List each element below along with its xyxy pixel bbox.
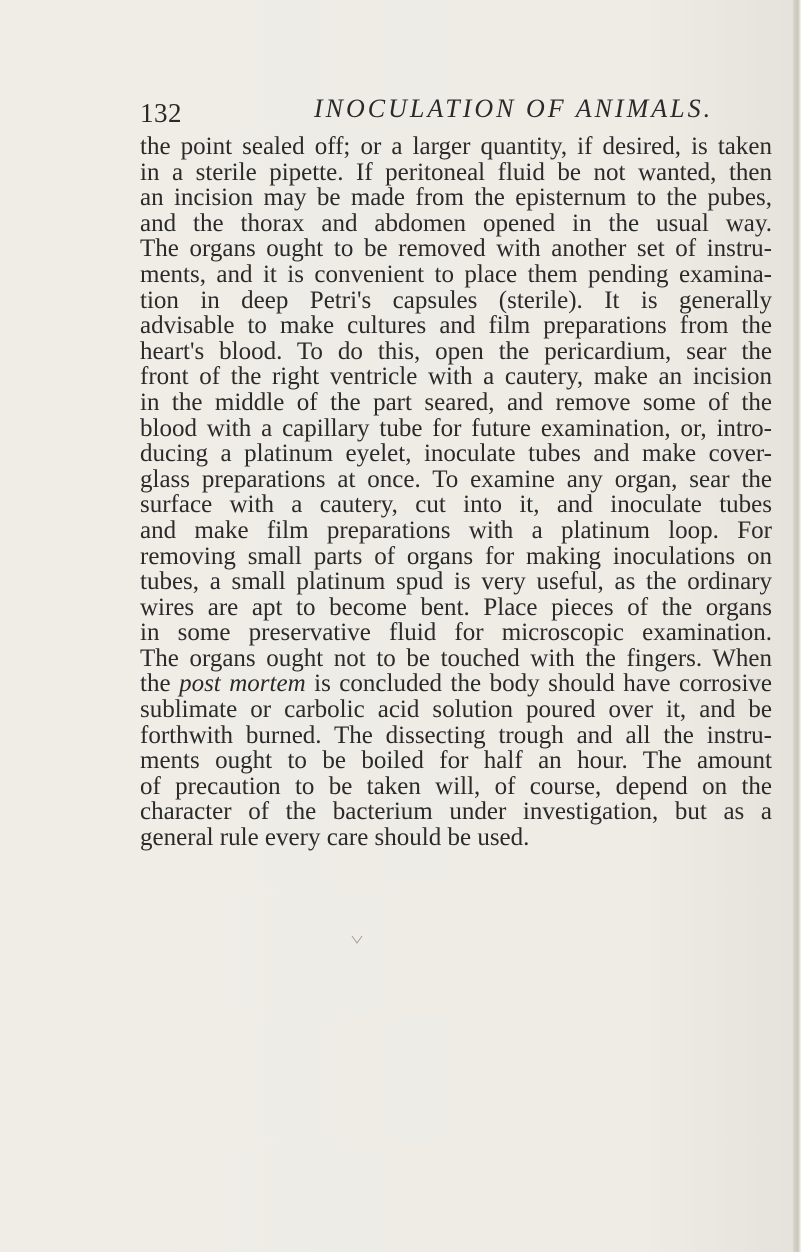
body-paragraph (140, 134, 772, 851)
text-line: an incision may be made from the episternum to the pubes, (140, 184, 772, 212)
running-title: INOCULATION OF ANIMALS. (314, 94, 714, 123)
text-line: ducing a platinum eyelet, inoculate tubes and make cover- (140, 440, 772, 468)
text-line: in a sterile pipette. If peritoneal fluid be not wanted, then (140, 158, 772, 186)
text-fragment: is concluded the body should have corrosive (305, 670, 772, 698)
text-line: in the middle of the part seared, and remove some of the (140, 388, 772, 416)
text-line: glass preparations at once. To examine any organ, sear the (140, 465, 772, 493)
text-line: character of the bacterium under investigation, but as a (140, 798, 772, 826)
text-line: ments ought to be boiled for half an hour. The amount (140, 747, 772, 775)
text-line: heart's blood. To do this, open the pericardium, sear the (140, 337, 772, 365)
text-line: tubes, a small platinum spud is very useful, as the ordinary (140, 568, 772, 596)
text-line: forthwith burned. The dissecting trough and all the instru- (140, 721, 772, 749)
text-line-italic-mixed (140, 671, 772, 697)
text-line: advisable to make cultures and film preparations from the (140, 312, 772, 340)
stray-ink-mark (351, 935, 363, 945)
page-number: 132 (140, 98, 182, 128)
text-line: of precaution to be taken will, of course, depend on the (140, 772, 772, 800)
text-line: tion in deep Petri's capsules (sterile). It is generally (140, 286, 772, 314)
text-line: blood with a capillary tube for future examination, or, intro- (140, 414, 772, 442)
text-line: in some preservative fluid for microscopic examination. (140, 619, 772, 647)
text-line: The organs ought not to be touched with the fingers. When (140, 644, 772, 672)
text-line: wires are apt to become bent. Place pieces of the organs (140, 593, 772, 621)
italic-phrase: post mortem (179, 670, 306, 698)
text-line: front of the right ventricle with a cautery, make an incision (140, 363, 772, 391)
text-line: removing small parts of organs for making inoculations on (140, 542, 772, 570)
text-fragment: the (140, 670, 180, 698)
text-line: surface with a cautery, cut into it, and inoculate tubes (140, 491, 772, 519)
text-line: The organs ought to be removed with another set of instru- (140, 235, 772, 263)
text-line: and make film preparations with a platinum loop. For (140, 516, 772, 544)
text-line: ments, and it is convenient to place them pending examina- (140, 260, 772, 288)
text-line: the point sealed off; or a larger quantity, if desired, is taken (140, 133, 772, 160)
text-line: and the thorax and abdomen opened in the usual way. (140, 209, 772, 237)
running-head (140, 94, 760, 134)
text-line: sublimate or carbolic acid solution poured over it, and be (140, 696, 772, 724)
page-edge (793, 0, 801, 1252)
text-line: general rule every care should be used. (140, 824, 530, 852)
